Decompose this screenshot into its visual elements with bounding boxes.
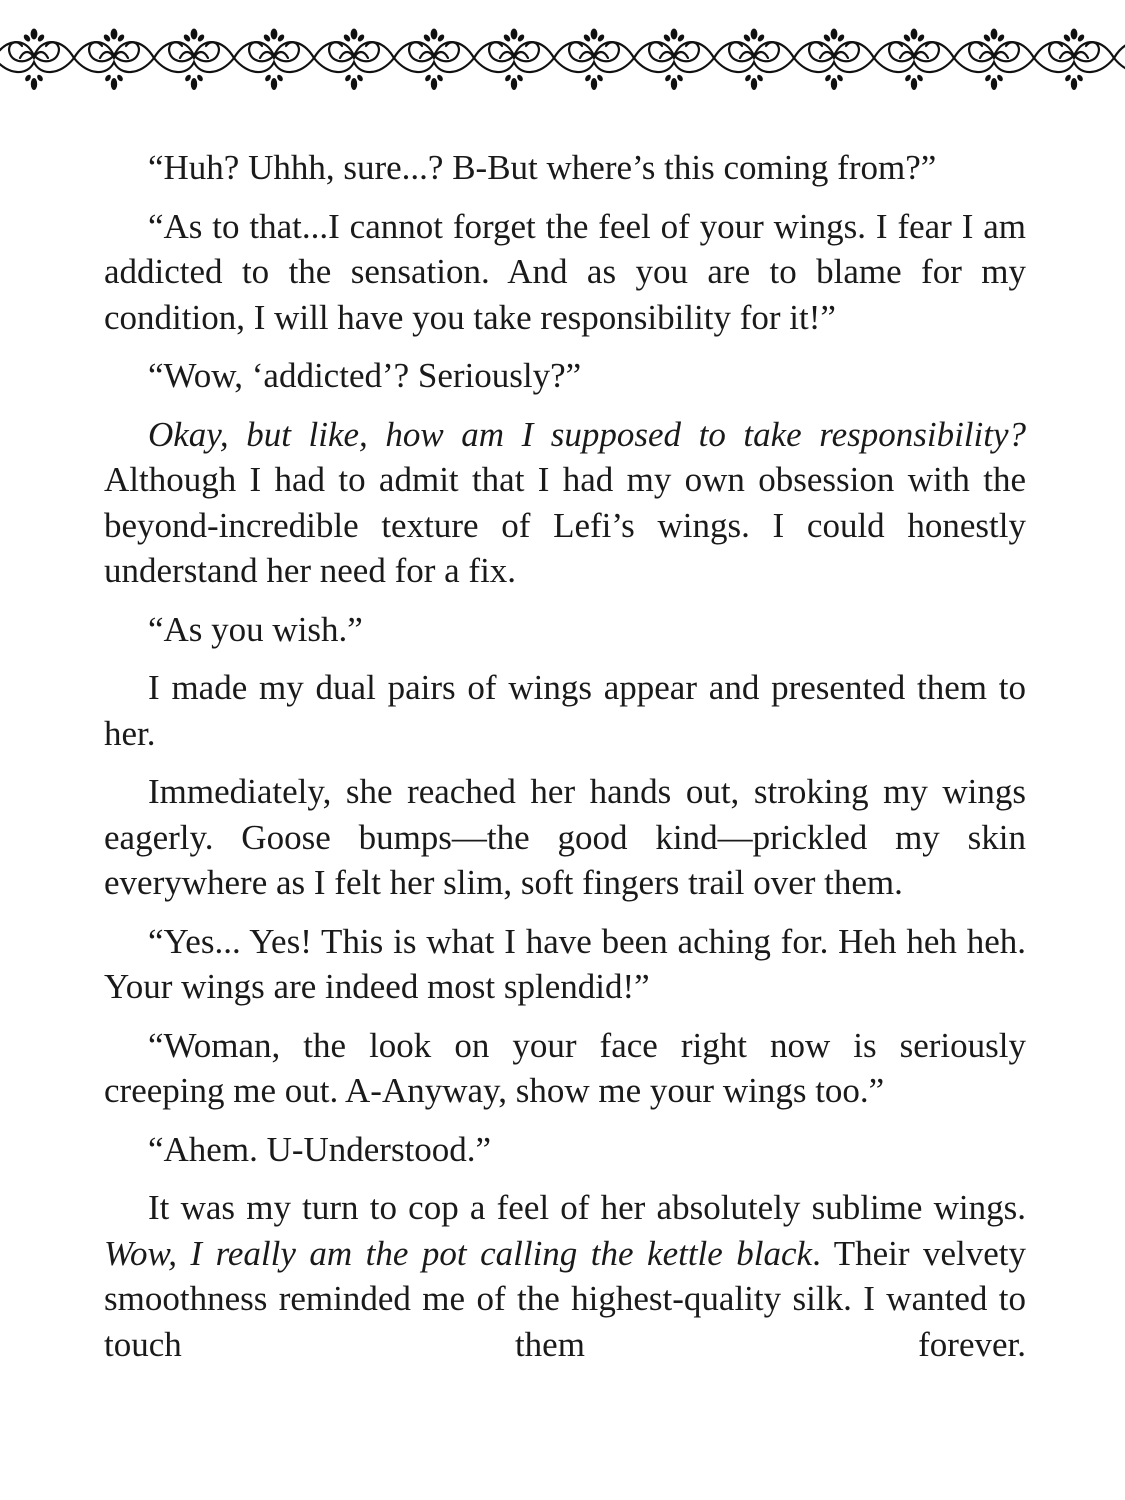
ornament-motif <box>634 29 714 91</box>
ornament-motif <box>0 29 74 91</box>
paragraph <box>104 1127 1026 1173</box>
ornament-motif <box>234 29 314 91</box>
text-run: . Their velvety smoothness reminded me of the highest-quality silk. I wanted to touch them forever. <box>104 1233 1026 1364</box>
text-run: “As you wish.” <box>148 609 363 649</box>
ornament-motif <box>794 29 874 91</box>
text-run: Although I had to admit that I had my own obsession with the beyond-incredible texture of Lefi’s wings. I could honestly understand her need for a fix. <box>104 460 1026 590</box>
text-run: Immediately, she reached her hands out, stroking my wings eagerly. Goose bumps—the good kind—prickled my skin everywhere as I felt her slim, soft fingers trail over them. <box>104 772 1026 902</box>
ornament-motif <box>874 29 954 91</box>
text-run: It was my turn to cop a feel of her absolutely sublime wings. <box>148 1188 1026 1227</box>
paragraph <box>104 204 1026 341</box>
text-run: “Yes... Yes! This is what I have been aching for. Heh heh heh. Your wings are indeed most splendid!” <box>104 921 1026 1006</box>
ornament-motif <box>954 29 1034 91</box>
paragraph <box>104 919 1026 1010</box>
ornament-motif <box>74 29 154 91</box>
paragraph <box>104 412 1026 594</box>
paragraph <box>104 145 1026 191</box>
paragraph <box>104 769 1026 906</box>
ornament-motif <box>1114 29 1125 91</box>
ornament-motif <box>554 29 634 91</box>
ornament-motif <box>714 29 794 91</box>
ornament-motif <box>1034 29 1114 91</box>
paragraph <box>104 665 1026 756</box>
ornament-motif <box>154 29 234 91</box>
italic-text-run: Wow, I really am the pot calling the kettle black <box>104 1233 813 1273</box>
text-run: “Woman, the look on your face right now is seriously creeping me out. A-Anyway, show me your wings too.” <box>104 1025 1026 1110</box>
italic-text-run: Okay, but like, how am I supposed to take responsibility? <box>148 414 1026 454</box>
ornament-motif <box>394 29 474 91</box>
page-body <box>104 145 1026 1380</box>
text-run: “Ahem. U-Understood.” <box>148 1129 492 1169</box>
paragraph <box>104 607 1026 653</box>
text-run: “Huh? Uhhh, sure...? B-But where’s this coming from?” <box>148 148 937 187</box>
paragraph <box>104 1023 1026 1114</box>
paragraph <box>104 353 1026 399</box>
ornamental-header-border <box>0 22 1125 92</box>
text-run: “Wow, ‘addicted’? Seriously?” <box>148 356 582 395</box>
text-run: I made my dual pairs of wings appear and presented them to her. <box>104 668 1026 753</box>
ornament-motif <box>474 29 554 91</box>
ornament-motif <box>314 29 394 91</box>
paragraph <box>104 1185 1026 1367</box>
text-run: “As to that...I cannot forget the feel of your wings. I fear I am addicted to the sensation. And as you are to blame for my condition, I will have you take responsibility for it!” <box>104 206 1026 337</box>
